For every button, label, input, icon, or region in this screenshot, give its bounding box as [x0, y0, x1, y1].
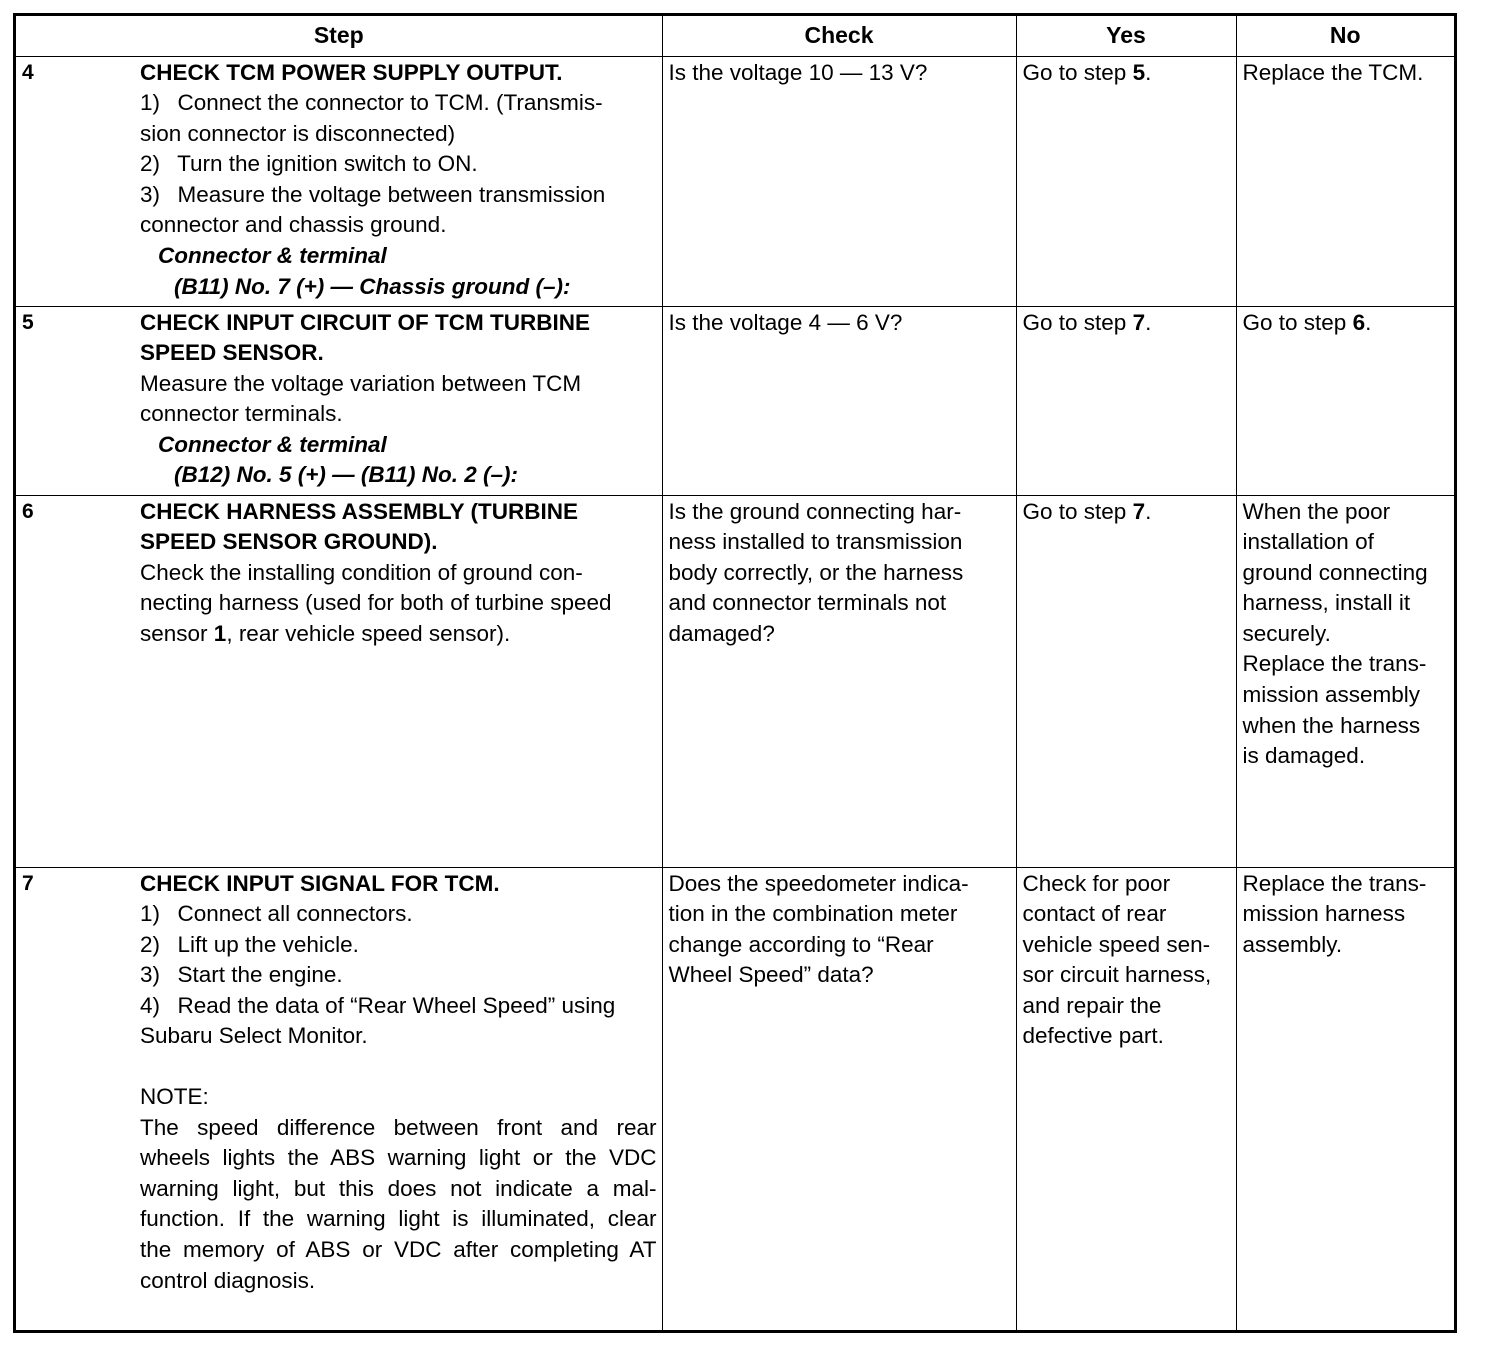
step-line: necting harness (used for both of turbine speed: [140, 590, 612, 616]
no-line: mission assembly: [1242, 682, 1421, 708]
header-row: [16, 16, 1454, 56]
yes-cell: [1016, 306, 1236, 495]
table-row-step-7: [16, 867, 1454, 1330]
header-yes: Yes: [1016, 16, 1236, 56]
yes-text: [1023, 57, 1231, 89]
yes-cell: [1016, 56, 1236, 306]
check-line: damaged?: [668, 620, 775, 646]
no-line: Replace the TCM.: [1242, 59, 1424, 85]
yes-prefix: Go to step: [1022, 59, 1133, 85]
step-line: [140, 619, 657, 650]
step-body: [140, 58, 662, 303]
no-text: [1243, 307, 1450, 339]
check-cell: [662, 867, 1016, 1330]
step-cell: [16, 495, 662, 867]
connector-terminal-label: Connector & terminal: [158, 431, 387, 457]
check-line: Is the voltage 4 — 6 V?: [668, 309, 903, 335]
check-line: ness installed to transmission: [668, 529, 963, 555]
note-line: control diagnosis.: [140, 1267, 316, 1293]
yes-prefix: Go to step: [1022, 309, 1133, 335]
step-line: 4) Read the data of “Rear Wheel Speed” using: [140, 992, 616, 1018]
note-line: The speed difference between front and rear: [140, 1114, 657, 1140]
step-line: Measure the voltage variation between TCM: [140, 370, 582, 396]
check-line: Is the ground connecting har-: [668, 498, 962, 524]
no-cell: [1236, 495, 1454, 867]
step-line: connector and chassis ground.: [140, 212, 447, 238]
step-line: 2) Turn the ignition switch to ON.: [140, 151, 478, 177]
table-row-step-5: [16, 306, 1454, 495]
step-title: SPEED SENSOR.: [140, 340, 324, 366]
no-cell: [1236, 306, 1454, 495]
no-line: Replace the trans-: [1242, 651, 1427, 677]
note-heading: NOTE:: [140, 1084, 209, 1110]
note-spacer: [140, 1052, 657, 1082]
no-line: securely.: [1242, 620, 1331, 646]
check-line: Wheel Speed” data?: [668, 962, 874, 988]
step-number: 4: [22, 60, 34, 84]
no-line: is damaged.: [1242, 743, 1366, 769]
no-line: Replace the trans-: [1242, 870, 1427, 896]
step-cell: [16, 867, 662, 1330]
step-body: [140, 497, 662, 650]
yes-text: [1023, 496, 1231, 528]
step-line: sion connector is disconnected): [140, 120, 456, 146]
step-title: SPEED SENSOR GROUND).: [140, 529, 438, 555]
step-number: 6: [22, 499, 34, 523]
step-title: CHECK INPUT SIGNAL FOR TCM.: [140, 870, 500, 896]
no-line: mission harness: [1242, 901, 1406, 927]
check-cell: [662, 56, 1016, 306]
no-cell: [1236, 867, 1454, 1330]
yes-suffix: .: [1145, 498, 1152, 524]
step-body: [140, 869, 662, 1297]
step-title: CHECK INPUT CIRCUIT OF TCM TURBINE: [140, 309, 590, 335]
yes-line: and repair the: [1022, 992, 1162, 1018]
step-line-prefix: sensor: [140, 620, 214, 646]
step-body: [140, 308, 662, 492]
step-cell: [16, 306, 662, 495]
connector-terminal-label: Connector & terminal: [158, 243, 387, 269]
no-cell: [1236, 56, 1454, 306]
table-row-step-6: [16, 495, 1454, 867]
step-line: Check the installing condition of ground con-: [140, 559, 583, 585]
no-prefix: Go to step: [1242, 309, 1353, 335]
yes-line: sor circuit harness,: [1022, 962, 1212, 988]
yes-line: defective part.: [1022, 1023, 1164, 1049]
step-line-suffix: , rear vehicle speed sensor).: [226, 620, 511, 646]
yes-step-ref: 5: [1132, 59, 1146, 85]
check-line: tion in the combination meter: [668, 901, 958, 927]
yes-line: contact of rear: [1022, 901, 1167, 927]
step-title: CHECK HARNESS ASSEMBLY (TURBINE: [140, 498, 578, 524]
step-line: 3) Measure the voltage between transmission: [140, 181, 606, 207]
diagnostic-table: [16, 16, 1454, 1330]
note-line: the memory of ABS or VDC after completing AT: [140, 1237, 657, 1263]
check-cell: [662, 306, 1016, 495]
step-cell: [16, 56, 662, 306]
header-step: Step: [16, 16, 662, 56]
step-line: Subaru Select Monitor.: [140, 1023, 368, 1049]
no-suffix: .: [1365, 309, 1372, 335]
yes-step-ref: 7: [1132, 309, 1146, 335]
yes-text: [1023, 307, 1231, 339]
step-line: 1) Connect the connector to TCM. (Transmis-: [140, 90, 603, 116]
yes-step-ref: 7: [1132, 498, 1146, 524]
check-cell: [662, 495, 1016, 867]
yes-prefix: Go to step: [1022, 498, 1133, 524]
no-line: assembly.: [1242, 931, 1343, 957]
check-line: change according to “Rear: [668, 931, 934, 957]
no-line: ground connecting: [1242, 559, 1428, 585]
no-line: When the poor: [1242, 498, 1391, 524]
step-line: 1) Connect all connectors.: [140, 901, 413, 927]
no-line: when the harness: [1242, 712, 1421, 738]
header-check: Check: [662, 16, 1016, 56]
connector-terminal-value: (B12) No. 5 (+) — (B11) No. 2 (–):: [174, 462, 518, 488]
check-line: body correctly, or the harness: [668, 559, 964, 585]
note-line: wheels lights the ABS warning light or the VDC: [140, 1145, 657, 1171]
yes-cell: [1016, 495, 1236, 867]
no-line: installation of: [1242, 529, 1374, 555]
yes-line: vehicle speed sen-: [1022, 931, 1211, 957]
step-title: CHECK TCM POWER SUPPLY OUTPUT.: [140, 59, 563, 85]
connector-terminal-value: (B11) No. 7 (+) — Chassis ground (–):: [174, 273, 571, 299]
header-no: No: [1236, 16, 1454, 56]
note-line: warning light, but this does not indicate a mal-: [140, 1175, 657, 1201]
step-line: 3) Start the engine.: [140, 962, 343, 988]
diagnostic-table-frame: [13, 13, 1457, 1333]
yes-suffix: .: [1145, 309, 1152, 335]
check-line: and connector terminals not: [668, 590, 947, 616]
yes-suffix: .: [1145, 59, 1152, 85]
check-line: Does the speedometer indica-: [668, 870, 969, 896]
check-line: Is the voltage 10 — 13 V?: [668, 59, 928, 85]
table-row-step-4: [16, 56, 1454, 306]
step-line: connector terminals.: [140, 401, 343, 427]
note-line: function. If the warning light is illuminated, clear: [140, 1206, 657, 1232]
yes-cell: [1016, 867, 1236, 1330]
step-number: 5: [22, 310, 34, 334]
step-number: 7: [22, 871, 34, 895]
no-step-ref: 6: [1352, 309, 1366, 335]
yes-line: Check for poor: [1022, 870, 1171, 896]
step-line: 2) Lift up the vehicle.: [140, 931, 359, 957]
no-line: harness, install it: [1242, 590, 1411, 616]
sensor-number: 1: [213, 620, 227, 646]
